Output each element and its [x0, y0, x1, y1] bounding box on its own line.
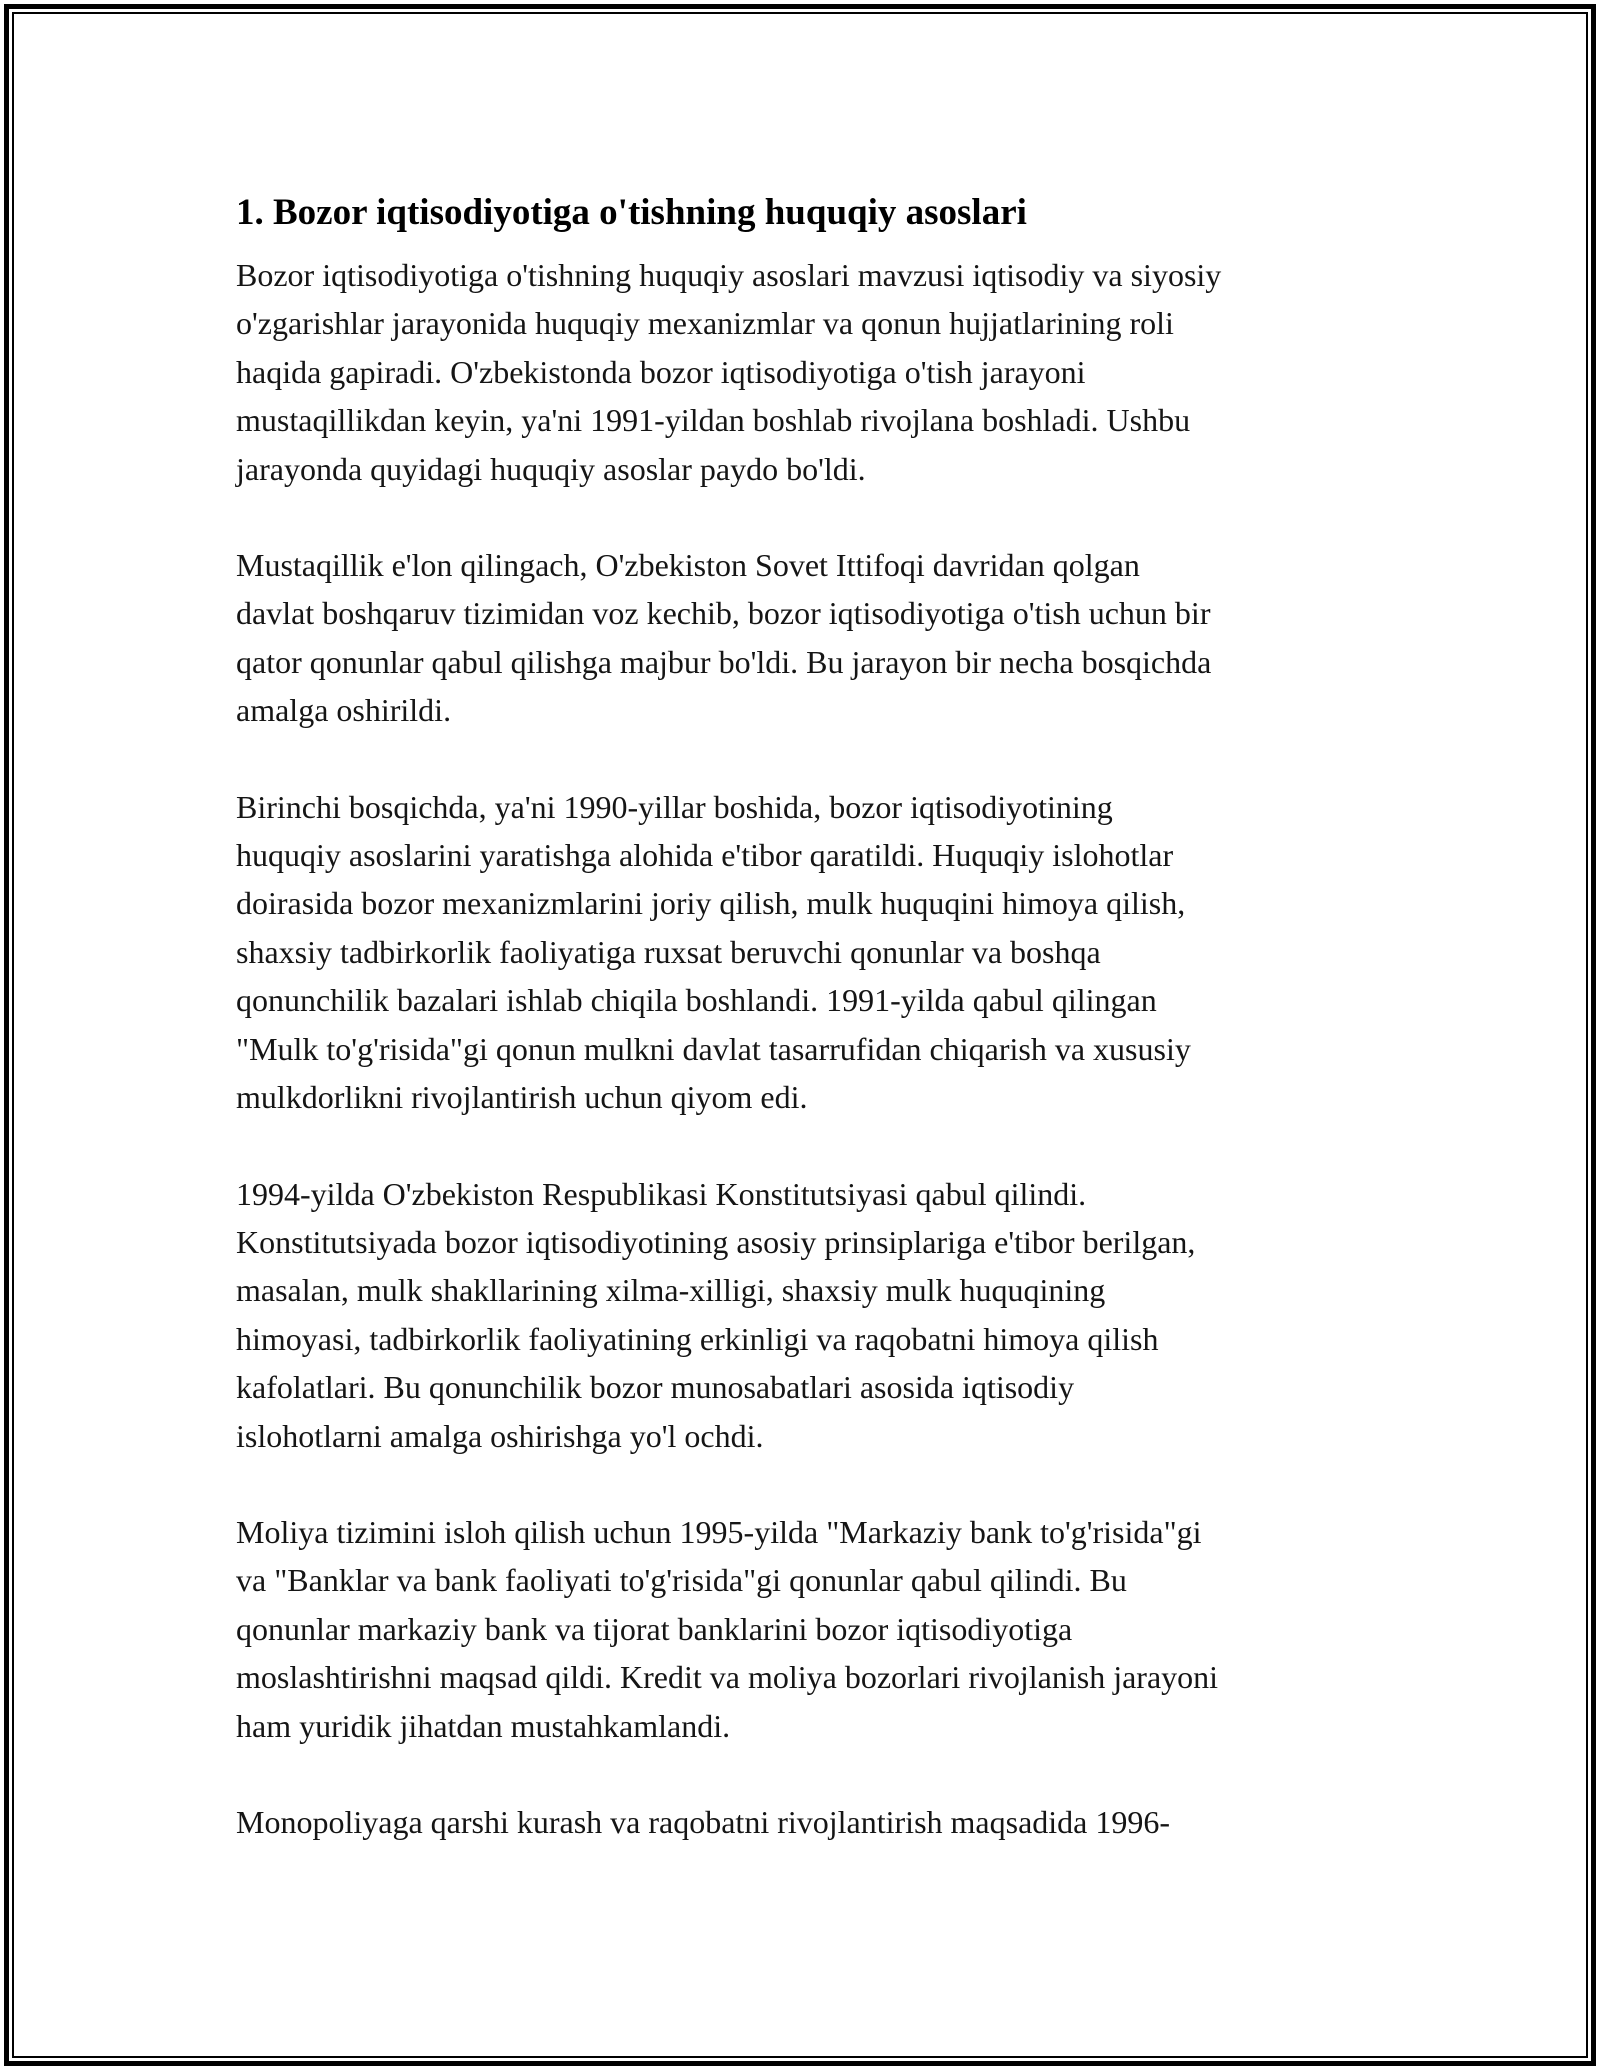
paragraph-line: qonunchilik bazalari ishlab chiqila boshlandi. 1991-yilda qabul qilingan [236, 982, 1157, 1019]
paragraph-line: jarayonda quyidagi huquqiy asoslar paydo bo'ldi. [236, 450, 866, 487]
paragraph-line: davlat boshqaruv tizimidan voz kechib, bozor iqtisodiyotiga o'tish uchun bir [236, 595, 1211, 632]
paragraph-line: masalan, mulk shakllarining xilma-xilligi, shaxsiy mulk huquqining [236, 1272, 1106, 1309]
paragraph-line: huquqiy asoslarini yaratishga alohida e'tibor qaratildi. Huquqiy islohotlar [236, 837, 1174, 874]
paragraph [236, 541, 1376, 735]
paragraph-line: qator qonunlar qabul qilishga majbur bo'ldi. Bu jarayon bir necha bosqichda [236, 643, 1212, 680]
document-body [236, 185, 1376, 1894]
paragraph-line: Konstitutsiyada bozor iqtisodiyotining asosiy prinsiplariga e'tibor berilgan, [236, 1223, 1196, 1260]
paragraph-line: kafolatlari. Bu qonunchilik bozor munosabatlari asosida iqtisodiy [236, 1369, 1075, 1406]
paragraph [236, 1170, 1376, 1460]
paragraph-line: mulkdorlikni rivojlantirish uchun qiyom edi. [236, 1079, 808, 1116]
paragraph-line: Bozor iqtisodiyotiga o'tishning huquqiy asoslari mavzusi iqtisodiy va siyosiy [236, 257, 1222, 293]
paragraph-line: Monopoliyaga qarshi kurash va raqobatni rivojlantirish maqsadida 1996- [236, 1803, 1171, 1840]
paragraph-line: va "Banklar va bank faoliyati to'g'risida"gi qonunlar qabul qilindi. Bu [236, 1562, 1127, 1599]
paragraph-line: Moliya tizimini isloh qilish uchun 1995-yilda "Markaziy bank to'g'risida"gi [236, 1513, 1202, 1550]
paragraph-line: o'zgarishlar jarayonida huquqiy mexanizmlar va qonun hujjatlarining roli [236, 305, 1174, 342]
section-heading: 1. Bozor iqtisodiyotiga o'tishning huquqiy asoslari [236, 192, 1027, 233]
paragraph-line: "Mulk to'g'risida"gi qonun mulkni davlat tasarrufidan chiqarish va xususiy [236, 1030, 1191, 1067]
paragraph-line: ham yuridik jihatdan mustahkamlandi. [236, 1707, 731, 1744]
paragraph-line: haqida gapiradi. O'zbekistonda bozor iqtisodiyotiga o'tish jarayoni [236, 353, 1086, 390]
paragraph-line: shaxsiy tadbirkorlik faoliyatiga ruxsat beruvchi qonunlar va boshqa [236, 933, 1101, 970]
paragraph-list [236, 251, 1376, 1846]
paragraph-line: islohotlarni amalga oshirishga yo'l ochdi. [236, 1417, 764, 1454]
paragraph-line: Birinchi bosqichda, ya'ni 1990-yillar boshida, bozor iqtisodiyotining [236, 788, 1113, 825]
paragraph-line: doirasida bozor mexanizmlarini joriy qilish, mulk huquqini himoya qilish, [236, 885, 1186, 922]
paragraph-line: mustaqillikdan keyin, ya'ni 1991-yildan boshlab rivojlana boshladi. Ushbu [236, 402, 1191, 439]
paragraph-line: amalga oshirildi. [236, 692, 452, 729]
paragraph [236, 1508, 1376, 1750]
paragraph-line: qonunlar markaziy bank va tijorat banklarini bozor iqtisodiyotiga [236, 1610, 1073, 1647]
paragraph-line: himoyasi, tadbirkorlik faoliyatining erkinligi va raqobatni himoya qilish [236, 1320, 1159, 1357]
paragraph-line: moslashtirishni maqsad qildi. Kredit va moliya bozorlari rivojlanish jarayoni [236, 1659, 1219, 1696]
paragraph [236, 783, 1376, 1122]
paragraph [236, 251, 1376, 493]
paragraph-line: 1994-yilda O'zbekiston Respublikasi Konstitutsiyasi qabul qilindi. [236, 1175, 1087, 1212]
paragraph [236, 1798, 1376, 1846]
paragraph-line: Mustaqillik e'lon qilingach, O'zbekiston Sovet Ittifoqi davridan qolgan [236, 547, 1140, 584]
